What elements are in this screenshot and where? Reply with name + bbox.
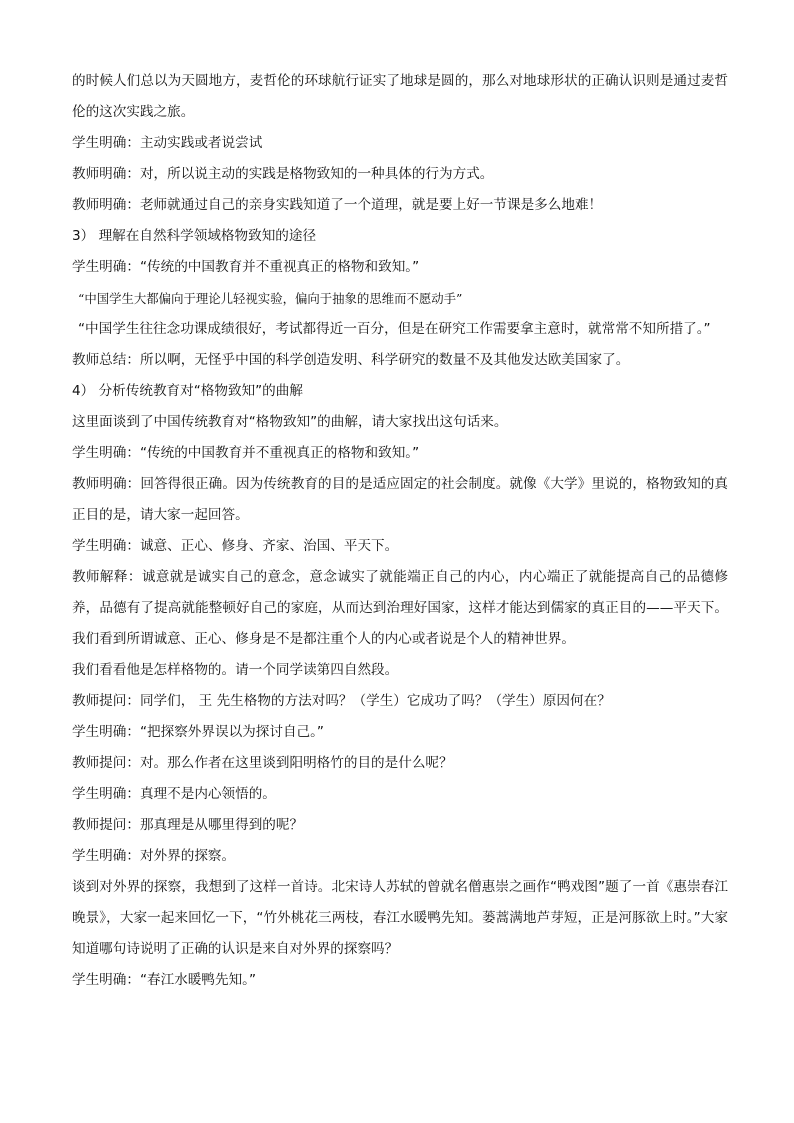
teacher-answer-daxue: 教师明确：回答得很正确。因为传统教育的目的是适应固定的社会制度。就像《大学》里说的，格物致知的真正目的是，请大家一起回答。	[72, 476, 728, 523]
student-answer-poem-line: 学生明确：“春江水暖鸭先知。”	[72, 972, 257, 988]
student-answer-external: 学生明确：对外界的探察。	[72, 848, 236, 864]
paragraph-magellan: 的时候人们总以为天圆地方，麦哲伦的环球航行证实了地球是圆的，那么对地球形状的正确认识则是通过麦哲伦的这次实践之旅。	[72, 73, 728, 120]
document-page	[72, 66, 728, 996]
teacher-answer-practice: 教师明确：对，所以说主动的实践是格物致知的一种具体的行为方式。	[72, 166, 494, 182]
student-answer-practice: 学生明确：主动实践或者说尝试	[72, 135, 263, 151]
teacher-summary: 教师总结：所以啊，无怪乎中国的科学创造发明、科学研究的数量不及其他发达欧美国家了。	[72, 352, 630, 368]
quote-exam: “中国学生往往念功课成绩很好，考试都得近一百分，但是在研究工作需要拿主意时，就常常不知所措了。”	[78, 321, 711, 337]
teacher-answer-lesson: 教师明确：老师就通过自己的亲身实践知道了一个道理，就是要上好一节课是多么地难！	[72, 197, 603, 213]
quote-theory: “中国学生大都偏向于理论儿轻视实验，偏向于抽象的思维而不愿动手”	[78, 291, 463, 306]
student-answer-quote-2: 学生明确：“传统的中国教育并不重视真正的格物和致知。”	[72, 445, 420, 461]
student-answer-mistake: 学生明确：“把探察外界误以为探讨自己。”	[72, 724, 324, 740]
student-answer-quote: 学生明确：“传统的中国教育并不重视真正的格物和致知。”	[72, 259, 420, 275]
paragraph-poem: 谈到对外界的探察，我想到了这样一首诗。北宋诗人苏轼的曾就名僧惠崇之画作“鸭戏图”题了一首《惠崇春江晚景》，大家一起来回忆一下，“竹外桃花三两枝，春江水暖鸭先知。蒌蒿满地芦芽短，正是河豚欲上时。”大家知道哪句诗说明了正确的认识是来自对外界的探察吗？	[72, 879, 728, 957]
instruction-find-sentence: 这里面谈到了中国传统教育对“格物致知”的曲解，请大家找出这句话来。	[72, 414, 508, 430]
student-answer-truth: 学生明确：真理不是内心领悟的。	[72, 786, 276, 802]
section-heading-4: 4） 分析传统教育对“格物致知”的曲解	[72, 383, 303, 399]
section-heading-3: 3） 理解在自然科学领域格物致知的途径	[72, 228, 317, 244]
teacher-question-purpose: 教师提问：对。那么作者在这里谈到阳明格竹的目的是什么呢？	[72, 755, 453, 771]
teacher-question-method: 教师提问：同学们， 王 先生格物的方法对吗？（学生）它成功了吗？（学生）原因何在？	[72, 693, 611, 709]
instruction-read-paragraph: 我们看看他是怎样格物的。请一个同学读第四自然段。	[72, 662, 399, 678]
student-answer-virtues: 学生明确：诚意、正心、修身、齐家、治国、平天下。	[72, 538, 399, 554]
teacher-explanation: 教师解释：诚意就是诚实自己的意念，意念诚实了就能端正自己的内心，内心端正了就能提高自己的品德修养，品德有了提高就能整顿好自己的家庭，从而达到治理好国家，这样才能达到儒家的真正目的——平天下。我们看到所谓诚意、正心、修身是不是都注重个人的内心或者说是个人的精神世界。	[72, 569, 728, 647]
teacher-question-source: 教师提问：那真理是从哪里得到的呢？	[72, 817, 304, 833]
